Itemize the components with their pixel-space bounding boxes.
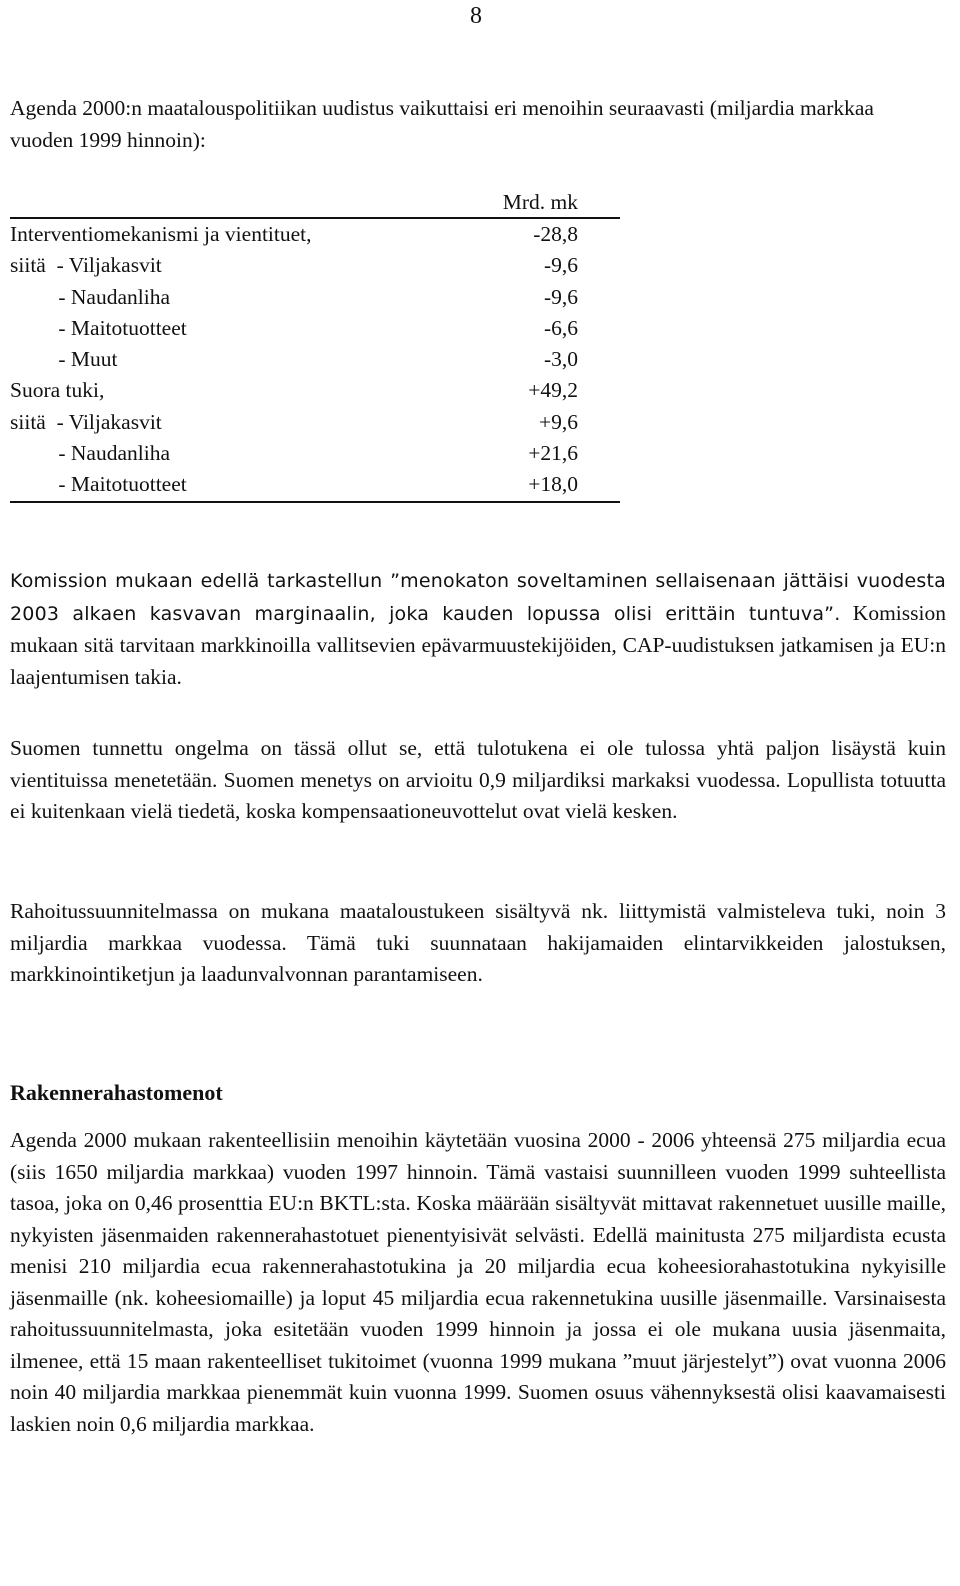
row-label: Suora tuki,	[10, 378, 105, 403]
row-value: -28,8	[533, 222, 578, 246]
row-label: siitä - Viljakasvit	[10, 409, 162, 434]
row-value: -9,6	[543, 253, 578, 278]
row-value: +18,0	[528, 472, 578, 497]
row-label: - Naudanliha	[10, 284, 171, 309]
row-value: +21,6	[528, 441, 578, 466]
komissio-paragraph	[10, 565, 946, 693]
table-row	[10, 375, 620, 406]
table-row	[10, 469, 620, 500]
row-value: -9,6	[543, 284, 578, 309]
rakenne-paragraph: Agenda 2000 mukaan rakenteellisiin menoihin käytetään vuosina 2000 - 2006 yhteensä 275 miljardia ecua (siis 1650 miljardia markkaa) vuoden 1997 hinnoin. Tämä vastaisi suunnilleen vuoden 1999 suhteellista tasoa, joka on 0,46 prosenttia EU:n BKTL:sta. Koska määrään sisältyvät mittavat rakennetuet uusille maille, nykyisten jäsenmaiden rakennerahastotuet pienentyisivät selvästi. Edellä mainitusta 275 miljardista ecusta menisi 210 miljardia ecua rakennerahastotukina ja 20 miljardia ecua koheesiorahastotukina nykyisille jäsenmaille (nk. koheesiomaille) ja loput 45 miljardia ecua rakennetukina uusille jäsenmaille. Varsinaisesta rahoitussuunnitelmasta, joka esitetään vuoden 1999 hinnoin ja jossa ei ole mukana uusia jäsenmaita, ilmenee, että 15 maan rakenteelliset tukitoimet (vuonna 1999 mukana ”muut järjestelyt”) ovat vuonna 2006 noin 40 miljardia markkaa pienemmät kuin vuonna 1999. Suomen osuus vähennyksestä olisi kaavamaisesti laskien noin 0,6 miljardia markkaa.	[10, 1128, 946, 1436]
table-row	[10, 313, 620, 344]
intro-paragraph: Agenda 2000:n maatalouspolitiikan uudistus vaikuttaisi eri menoihin seuraavasti (miljardia markkaa vuoden 1999 hinnoin):	[10, 96, 874, 152]
row-value: -6,6	[543, 315, 578, 340]
row-label: - Muut	[10, 347, 118, 372]
row-label: Interventiomekanismi ja vientituet,	[10, 222, 312, 246]
table-row	[10, 438, 620, 469]
suomi-paragraph: Suomen tunnettu ongelma on tässä ollut se, että tulotukena ei ole tulossa yhtä paljon lisäystä kuin vientituissa menetetään. Suomen menetys on arvioitu 0,9 miljardiksi markaksi vuodessa. Lopullista totuutta ei kuitenkaan vielä tiedetä, koska kompensaationeuvottelut ovat vielä kesken.	[10, 736, 946, 823]
table-row	[10, 407, 620, 438]
row-label: - Naudanliha	[10, 441, 171, 466]
row-label: - Maitotuotteet	[10, 315, 187, 340]
row-value: -3,0	[543, 347, 578, 372]
rahoitus-paragraph: Rahoitussuunnitelmassa on mukana maataloustukeen sisältyvä nk. liittymistä valmisteleva tuki, noin 3 miljardia markkaa vuodessa. Tämä tuki suunnataan hakijamaiden elintarvikkeiden jalostuksen, markkinointiketjun ja laadunvalvonnan parantamiseen.	[10, 899, 946, 986]
unit-header: Mrd. mk	[502, 190, 578, 214]
table-row	[10, 219, 620, 250]
row-value: +49,2	[528, 378, 578, 403]
komissio-rest: Komission mukaan sitä tarvitaan markkinoilla vallitsevien epävarmuustekijöiden, CAP-uudistuksen jatkamisen ja EU:n laajentumisen takia.	[10, 600, 946, 689]
page-number: 8	[470, 3, 482, 29]
table-row	[10, 282, 620, 313]
row-label: siitä - Viljakasvit	[10, 253, 162, 278]
section-heading: Rakennerahastomenot	[10, 1080, 223, 1105]
table-row	[10, 250, 620, 281]
expenditure-table	[10, 187, 620, 503]
row-label: - Maitotuotteet	[10, 472, 187, 497]
table-row	[10, 344, 620, 375]
row-value: +9,6	[538, 409, 578, 434]
table-bottom-rule	[10, 501, 620, 503]
komissio-quote: Komission mukaan edellä tarkastellun ”menokaton soveltaminen sellaisenaan jättäisi vuodesta 2003 alkaen kasvavan marginaalin, joka kauden lopussa olisi erittäin tuntuva”.	[10, 570, 946, 625]
table-rows	[10, 219, 620, 501]
